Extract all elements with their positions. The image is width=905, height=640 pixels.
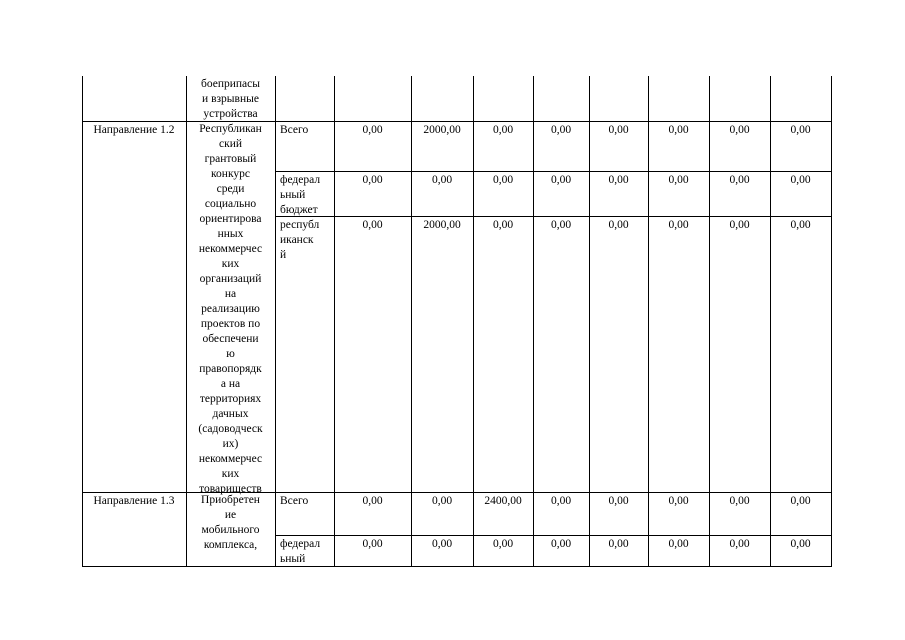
measure-name-line: некоммерчес xyxy=(198,243,263,255)
measure-name-line: Республикан xyxy=(199,123,262,135)
amount-cell: 0,00 xyxy=(362,495,383,507)
measure-name-line: комплекса, xyxy=(203,539,258,551)
amount-cell: 0,00 xyxy=(608,538,629,550)
measure-name-line: правопорядк xyxy=(199,363,262,375)
row-border xyxy=(275,535,832,536)
measure-name-line: некоммерчес xyxy=(198,453,263,465)
amount-cell: 0,00 xyxy=(790,538,811,550)
amount-cell: 0,00 xyxy=(668,124,689,136)
amount-cell: 0,00 xyxy=(362,219,383,231)
measure-name-line: и взрывные xyxy=(202,93,259,105)
amount-cell: 0,00 xyxy=(668,219,689,231)
amount-cell: 0,00 xyxy=(729,124,750,136)
amount-cell: 0,00 xyxy=(668,538,689,550)
amount-cell: 0,00 xyxy=(608,174,629,186)
direction-label: Направление 1.3 xyxy=(93,495,175,507)
amount-cell: 0,00 xyxy=(729,538,750,550)
direction-label: Направление 1.2 xyxy=(93,124,175,136)
measure-name-line: на xyxy=(224,288,237,300)
amount-cell: 0,00 xyxy=(608,219,629,231)
amount-cell: 0,00 xyxy=(608,124,629,136)
measure-name-line: нных xyxy=(217,228,244,240)
measure-name-line: проектов по xyxy=(200,318,261,330)
amount-cell: 0,00 xyxy=(668,174,689,186)
funding-source-label: федерал xyxy=(280,538,321,550)
measure-name-line: грантовый xyxy=(204,153,257,165)
measure-name-line: мобильного xyxy=(201,524,260,536)
measure-name-line: товариществ xyxy=(199,483,262,495)
measure-name-line: организаций xyxy=(199,273,262,285)
measure-name-line: ких xyxy=(221,258,240,270)
funding-source-label: республ xyxy=(280,219,320,231)
amount-cell: 2400,00 xyxy=(484,495,522,507)
funding-source-label: иканск xyxy=(280,234,314,246)
measure-name-line: дачных xyxy=(212,408,249,420)
amount-cell: 0,00 xyxy=(550,174,572,186)
measure-name-line: обеспечени xyxy=(202,333,259,345)
row-border xyxy=(82,566,832,567)
amount-cell: 0,00 xyxy=(668,495,689,507)
amount-cell: 2000,00 xyxy=(423,124,461,136)
measure-name-line: Приобретен xyxy=(201,494,260,506)
amount-cell: 0,00 xyxy=(550,538,572,550)
amount-cell: 0,00 xyxy=(362,538,383,550)
measure-name-line: территориях xyxy=(199,393,262,405)
amount-cell: 0,00 xyxy=(790,174,811,186)
measure-name-line: конкурс xyxy=(211,168,250,180)
amount-cell: 0,00 xyxy=(431,538,453,550)
amount-cell: 0,00 xyxy=(550,124,572,136)
amount-cell: 0,00 xyxy=(492,219,514,231)
amount-cell: 0,00 xyxy=(790,124,811,136)
amount-cell: 0,00 xyxy=(729,495,750,507)
amount-cell: 2000,00 xyxy=(423,219,461,231)
amount-cell: 0,00 xyxy=(550,219,572,231)
funding-source-label: ьный xyxy=(280,189,306,201)
amount-cell: 0,00 xyxy=(362,124,383,136)
amount-cell: 0,00 xyxy=(492,174,514,186)
amount-cell: 0,00 xyxy=(431,174,453,186)
amount-cell: 0,00 xyxy=(492,538,514,550)
measure-name-line: ский xyxy=(219,138,242,150)
measure-name-line: ориентирова xyxy=(199,213,262,225)
amount-cell: 0,00 xyxy=(550,495,572,507)
row-border xyxy=(275,216,832,217)
measure-name-line: устройства xyxy=(203,108,258,120)
measure-name-line: (садоводческ xyxy=(198,423,263,435)
measure-name-line: ие xyxy=(224,509,237,521)
funding-source-label: Всего xyxy=(280,495,309,507)
amount-cell: 0,00 xyxy=(729,219,750,231)
measure-name-line: социально xyxy=(204,198,257,210)
measure-name-line: а на xyxy=(220,378,241,390)
amount-cell: 0,00 xyxy=(608,495,629,507)
amount-cell: 0,00 xyxy=(362,174,383,186)
measure-name-line: реализацию xyxy=(201,303,260,315)
funding-source-label: бюджет xyxy=(280,204,318,216)
funding-source-label: федерал xyxy=(280,174,321,186)
funding-source-label: Всего xyxy=(280,124,309,136)
amount-cell: 0,00 xyxy=(492,124,514,136)
row-border xyxy=(275,171,832,172)
funding-source-label: ьный xyxy=(280,553,306,565)
measure-name-line: среди xyxy=(216,183,245,195)
measure-name-line: их) xyxy=(222,438,239,450)
funding-source-label: й xyxy=(280,249,287,261)
amount-cell: 0,00 xyxy=(729,174,750,186)
measure-name-line: ких xyxy=(221,468,240,480)
amount-cell: 0,00 xyxy=(431,495,453,507)
measure-name-line: боеприпасы xyxy=(201,78,260,90)
measure-name-line: ю xyxy=(226,348,235,360)
amount-cell: 0,00 xyxy=(790,219,811,231)
amount-cell: 0,00 xyxy=(790,495,811,507)
